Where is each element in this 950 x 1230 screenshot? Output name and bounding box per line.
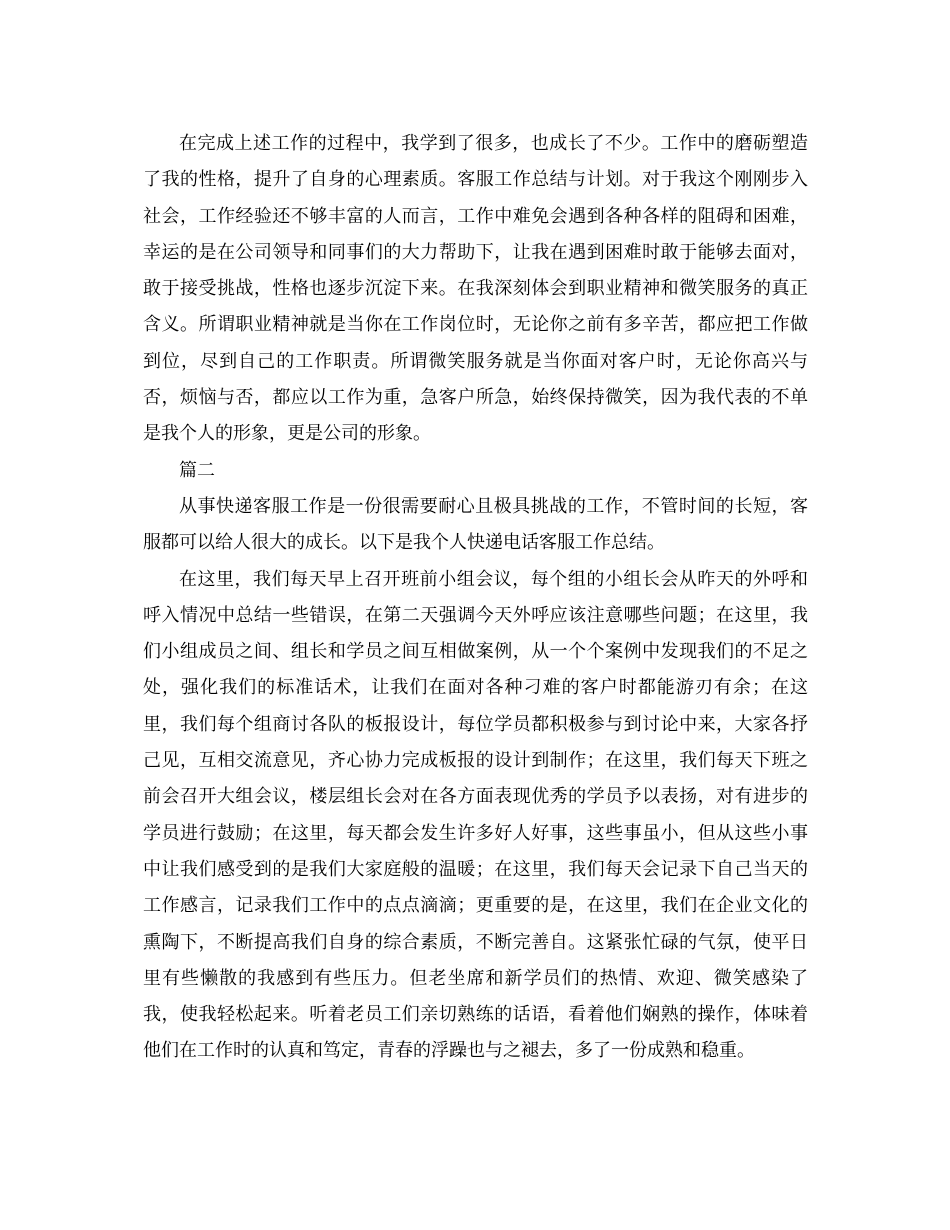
paragraph-intro: 从事快递客服工作是一份很需要耐心且极具挑战的工作，不管时间的长短，客服都可以给人很大的成长。以下是我个人快递电话客服工作总结。 (143, 495, 808, 554)
document-body (143, 126, 808, 1070)
section-heading: 篇二 (179, 459, 215, 481)
paragraph-daily-work: 在这里，我们每天早上召开班前小组会议，每个组的小组长会从昨天的外呼和呼入情况中总结一些错误，在第二天强调今天外呼应该注意哪些问题；在这里，我们小组成员之间、组长和学员之间互相做案例，从一个个案例中发现我们的不足之处，强化我们的标准话术，让我们在面对各种刁难的客户时都能游刃有余；在这里，我们每个组商讨各队的板报设计，每位学员都积极参与到讨论中来，大家各抒己见，互相交流意见，齐心协力完成板报的设计到制作；在这里，我们每天下班之前会召开大组会议，楼层组长会对在各方面表现优秀的学员予以表扬，对有进步的学员进行鼓励；在这里，每天都会发生许多好人好事，这些事虽小，但从这些小事中让我们感受到的是我们大家庭般的温暖；在这里，我们每天会记录下自己当天的工作感言，记录我们工作中的点点滴滴；更重要的是，在这里，我们在企业文化的熏陶下，不断提高我们自身的综合素质，不断完善自。这紧张忙碌的气氛，使平日里有些懒散的我感到有些压力。但老坐席和新学员们的热情、欢迎、微笑感染了我，使我轻松起来。听着老员工们亲切熟练的话语，看着他们娴熟的操作，体味着他们在工作时的认真和笃定，青春的浮躁也与之褪去，多了一份成熟和稳重。 (143, 568, 808, 1062)
paragraph-growth-reflection: 在完成上述工作的过程中，我学到了很多，也成长了不少。工作中的磨砺塑造了我的性格，提升了自身的心理素质。客服工作总结与计划。对于我这个刚刚步入社会，工作经验还不够丰富的人而言，工作中难免会遇到各种各样的阻碍和困难，幸运的是在公司领导和同事们的大力帮助下，让我在遇到困难时敢于能够去面对，敢于接受挑战，性格也逐步沉淀下来。在我深刻体会到职业精神和微笑服务的真正含义。所谓职业精神就是当你在工作岗位时，无论你之前有多辛苦，都应把工作做到位，尽到自己的工作职责。所谓微笑服务就是当你面对客户时，无论你高兴与否，烦恼与否，都应以工作为重，急客户所急，始终保持微笑，因为我代表的不单是我个人的形象，更是公司的形象。 (143, 133, 808, 445)
